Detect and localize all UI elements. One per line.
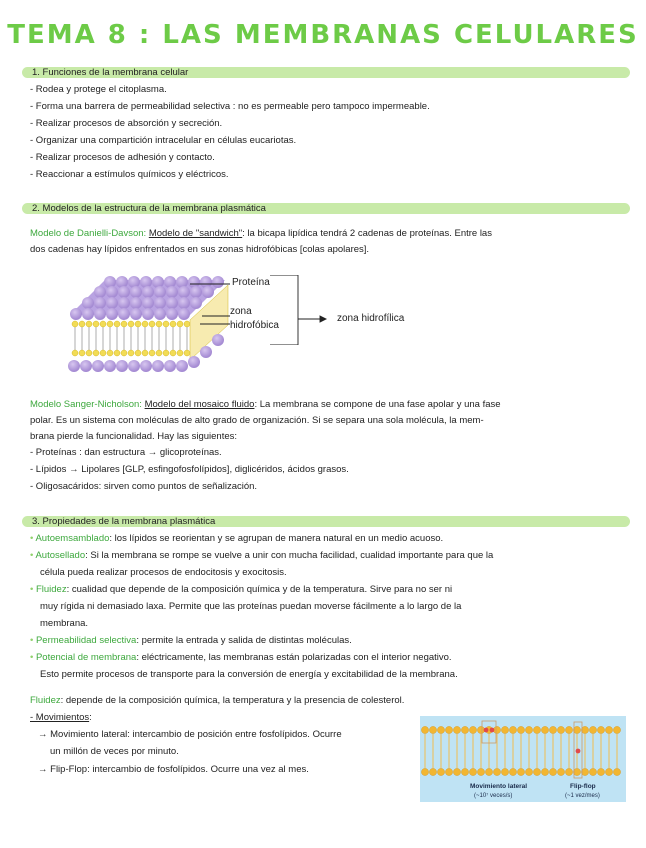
sanger-paragraph [30,398,501,411]
diagram-label-zona: zona [230,306,252,317]
property-permeabilidad: • Permeabilidad selectiva: permite la entrada y salida de distintas moléculas. [30,635,352,646]
movimientos-colon: : [89,712,92,723]
list-item: - Oligosacáridos: sirven como puntos de señalización. [30,481,258,492]
list-item: - Rodea y protege el citoplasma. [30,84,167,95]
movimiento-flipflop: → Flip-Flop: intercambio de fosfolípidos. Ocurre una vez al mes. [38,764,309,775]
list-item: - Proteínas : dan estructura → glicoproteínas. [30,447,222,458]
property-text: : eléctricamente, las membranas están polarizadas con el interior negativo. [136,652,452,663]
diagram-label-proteina: Proteína [232,277,270,288]
lateral-marker [484,728,489,733]
property-fluidez: • Fluidez: cualidad que depende de la composición química y de la temperatura. Sirve para no ser ni [30,584,453,595]
property-autosellado: • Autosellado: Si la membrana se rompe se vuelve a unir con mucha facilidad, cualidad importante para que la [30,550,494,561]
danielli-text: : la bicapa lipídica tendrá 2 cadenas de proteínas. Entre las [242,228,492,239]
flipflop-marker [576,749,581,754]
movimientos-heading [30,711,92,724]
movimientos-label: - Movimientos [30,712,90,723]
property-label: Permeabilidad selectiva [35,635,137,646]
sanger-text-2: polar. Es un sistema con moléculas de alto grado de organización. Si se separa una sola molécula, la mem- [30,415,484,426]
property-text: : permite la entrada y salida de distintas moléculas. [136,635,352,646]
property-label: Autoemsamblado [35,533,110,544]
fluidez-label: Fluidez [30,695,61,706]
list-item: - Forma una barrera de permeabilidad selectiva : no es permeable pero tampoco impermeable. [30,101,430,112]
list-item: - Realizar procesos de adhesión y contacto. [30,152,215,163]
figure-label-lateral: Movimiento lateral [470,783,528,790]
property-text: : Si la membrana se rompe se vuelve a unir con mucha facilidad, cualidad importante para que la [85,550,494,561]
figure-heads-bottom [421,768,620,775]
property-text-cont: membrana. [40,618,89,629]
sanger-model: Modelo del mosaico fluido [144,399,255,410]
property-potencial: • Potencial de membrana: eléctricamente, las membranas están polarizadas con el interior negativo. [30,652,452,663]
property-label: Autosellado [35,550,86,561]
figure-label-flipflop: Flip-flop [570,783,596,790]
sanger-text-3: brana pierde la funcionalidad. Hay las siguientes: [30,431,238,442]
list-item: - Reaccionar a estímulos químicos y eléctricos. [30,169,229,180]
danielli-model: Modelo de "sandwich" [148,228,243,239]
diagram-label-hidrofilica: zona hidrofílica [337,313,405,324]
list-item: - Realizar procesos de absorción y secreción. [30,118,223,129]
property-text-cont: célula pueda realizar procesos de endocitosis y exocitosis. [40,567,287,578]
property-text-cont: Esto permite procesos de transporte para la conversión de energía y excitabilidad de la membrana. [40,669,458,680]
sanger-label: Modelo Sanger-Nicholson: [30,399,142,410]
property-label: Fluidez [35,584,67,595]
section-1-heading: 1. Funciones de la membrana celular [32,67,189,78]
lipid-heads-bottom [72,350,190,356]
danielli-label: Modelo de Danielli-Davson: [30,228,147,239]
figure-label-flipflop-rate: (~1 vez/mes) [565,793,600,799]
movimiento-lateral: → Movimiento lateral: intercambio de posición entre fosfolípidos. Ocurre [38,729,342,740]
danielli-paragraph [30,227,492,240]
movimiento-lateral-cont: un millón de veces por minuto. [50,746,179,757]
section-2-heading: 2. Modelos de la estructura de la membrana plasmática [32,203,266,214]
property-text-cont: muy rígida ni demasiado laxa. Permite que las proteínas puedan moverse fácilmente a lo largo de la [40,601,462,612]
lateral-marker [490,728,495,733]
lipid-tails [75,327,187,350]
property-text: : cualidad que depende de la composición química y de la temperatura. Sirve para no ser ni [66,584,453,595]
danielli-text-2: dos cadenas hay lípidos enfrentados en sus zonas hidrofóbicas [colas apolares]. [30,244,370,255]
lipid-heads-top [72,321,190,327]
section-3-heading: 3. Propiedades de la membrana plasmática [32,516,216,527]
fluidez-text: : depende de la composición química, la temperatura y la presencia de colesterol. [60,695,405,706]
property-autoensamblado: • Autoemsamblado: los lípidos se reorientan y se agrupan de manera natural en un medio acuoso. [30,533,444,544]
property-text: : los lípidos se reorientan y se agrupan de manera natural en un medio acuoso. [109,533,444,544]
list-item: - Lípidos → Lipolares [GLP, esfingofosfolípidos], diglicéridos, ácidos grasos. [30,464,349,475]
figure-label-lateral-rate: (~10⁷ veces/s) [474,793,513,799]
fluidez-paragraph [30,694,404,707]
diagram-label-hidrofobica: hidrofóbica [230,320,279,331]
membrane-movement-figure [420,716,626,802]
list-item: - Organizar una compartición intracelular en células eucariotas. [30,135,297,146]
figure-heads-top [421,726,620,733]
property-label: Potencial de membrana [35,652,137,663]
page-title: TEMA 8 : LAS MEMBRANAS CELULARES [7,20,639,50]
sanger-text: : La membrana se compone de una fase apolar y una fase [254,399,501,410]
